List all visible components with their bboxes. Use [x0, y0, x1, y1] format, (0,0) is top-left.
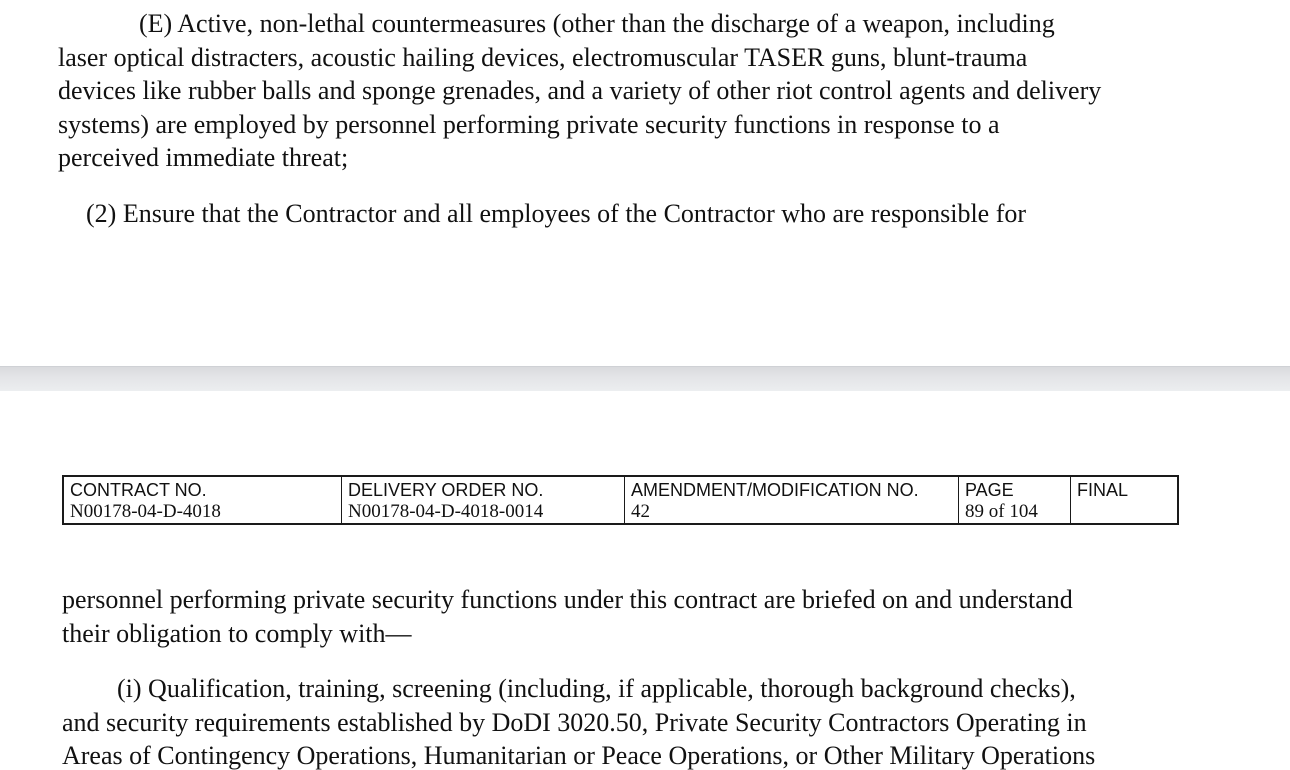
delivery-order-value: N00178-04-D-4018-0014 [348, 501, 544, 522]
contract-header-table [62, 475, 1179, 525]
paragraph-line: their obligation to comply with— [62, 618, 412, 648]
paragraph-2 [86, 197, 1026, 231]
paragraph-line: laser optical distracters, acoustic hailing devices, electromuscular TASER guns, blunt-trauma [58, 42, 1028, 72]
paragraph-line: personnel performing private security functions under this contract are briefed on and understand [62, 585, 1073, 614]
delivery-order-cell [342, 477, 625, 523]
paragraph-line: (i) Qualification, training, screening (including, if applicable, thorough background checks), [117, 674, 1076, 703]
contract-number-value: N00178-04-D-4018 [70, 501, 221, 522]
paragraph-line: Areas of Contingency Operations, Humanitarian or Peace Operations, or Other Military Operations [62, 741, 1096, 770]
page-cell [959, 477, 1071, 523]
amendment-value: 42 [631, 501, 650, 522]
amendment-label: AMENDMENT/MODIFICATION NO. [631, 480, 919, 500]
paragraph-i [62, 672, 1095, 770]
paragraph-line: (2) Ensure that the Contractor and all employees of the Contractor who are responsible for [86, 199, 1027, 228]
page-separator [0, 366, 1290, 392]
status-label: FINAL [1077, 480, 1129, 500]
page-label: PAGE [965, 480, 1014, 500]
document-page-88 [0, 0, 1290, 366]
paragraph-e [58, 7, 1101, 175]
document-page-89 [0, 391, 1290, 770]
delivery-order-label: DELIVERY ORDER NO. [348, 480, 544, 500]
contract-number-cell [64, 477, 342, 523]
paragraph-line: and security requirements established by DoDI 3020.50, Private Security Contractors Operating in [62, 707, 1087, 737]
page-value: 89 of 104 [965, 501, 1038, 522]
amendment-cell [625, 477, 959, 523]
paragraph-line: systems) are employed by personnel performing private security functions in response to a [58, 109, 1000, 139]
contract-number-label: CONTRACT NO. [70, 480, 207, 500]
paragraph-line: perceived immediate threat; [58, 143, 349, 172]
paragraph-continuation [62, 583, 1073, 650]
paragraph-line: devices like rubber balls and sponge grenades, and a variety of other riot control agents and delivery [58, 76, 1102, 105]
status-cell [1071, 477, 1177, 523]
paragraph-line: (E) Active, non-lethal countermeasures (other than the discharge of a weapon, including [139, 9, 1055, 38]
